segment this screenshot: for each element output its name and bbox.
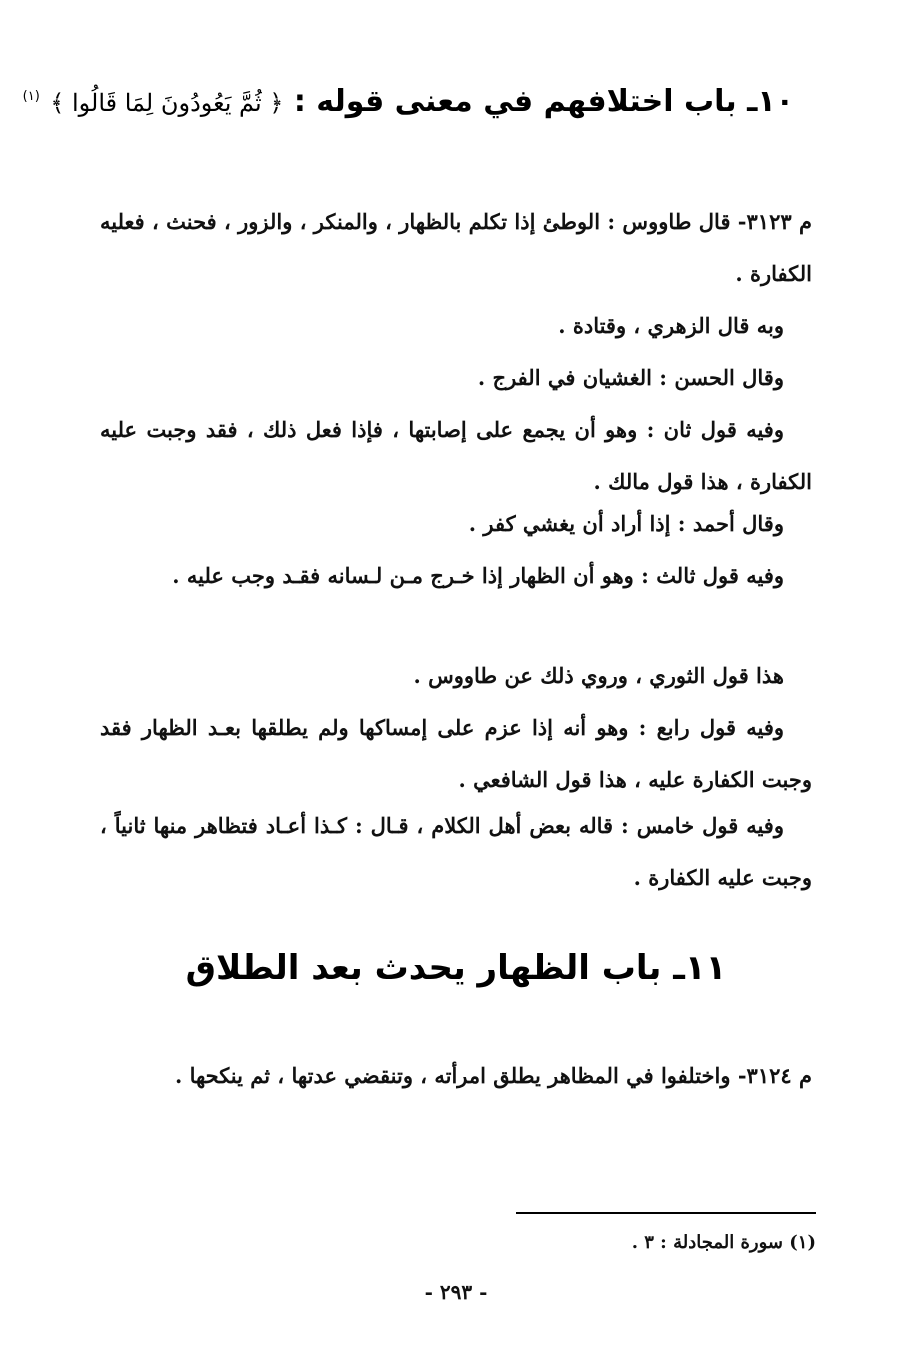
chapter-10-heading xyxy=(22,84,794,119)
paragraph-fourth-opinion: وفيه قول رابع : وهو أنه إذا عزم على إمساكها ولم يطلقها بعـد الظهار فقد وجبت الكفارة عليه ، هذا قول الشافعي . xyxy=(100,715,812,792)
paragraph-fifth-opinion: وفيه قول خامس : قاله بعض أهل الكلام ، قـال : كـذا أعـاد فتظاهر منها ثانياً ، وجبت عليه الكفارة . xyxy=(100,813,812,890)
chapter-11-heading: ١١ـ باب الظهار يحدث بعد الطلاق xyxy=(185,948,727,988)
footnote: (١) سورة المجادلة : ٣ . xyxy=(631,1232,816,1253)
chapter-10-title: ١٠ـ باب اختلافهم في معنى قوله : xyxy=(293,84,794,119)
paragraph-hasan: وقال الحسن : الغشيان في الفرج . xyxy=(477,365,784,390)
footnote-divider xyxy=(516,1212,816,1214)
page-number: - ٢٩٣ - xyxy=(424,1280,488,1304)
paragraph-second-opinion: وفيه قول ثان : وهو أن يجمع على إصابتها ، فإذا فعل ذلك ، فقد وجبت عليه الكفارة ، هذا قول مالك . xyxy=(100,417,812,494)
paragraph-thawri: هذا قول الثوري ، وروي ذلك عن طاووس . xyxy=(413,663,784,688)
paragraph-3124: م ٣١٢٤- واختلفوا في المظاهر يطلق امرأته ، وتنقضي عدتها ، ثم ينكحها . xyxy=(174,1063,812,1088)
paragraph-zuhri: وبه قال الزهري ، وقتادة . xyxy=(558,313,784,338)
footnote-reference[interactable]: (١) xyxy=(22,89,40,104)
paragraph-3123: م ٣١٢٣- قال طاووس : الوطئ إذا تكلم بالظهار ، والمنكر ، والزور ، فحنث ، فعليه الكفارة . xyxy=(100,209,812,286)
paragraph-third-opinion: وفيه قول ثالث : وهو أن الظهار إذا خـرج مـن لـسانه فقـد وجب عليه . xyxy=(172,563,784,588)
chapter-10-verse: ﴿ ثُمَّ يَعُودُونَ لِمَا قَالُوا ﴾ xyxy=(50,89,284,117)
paragraph-ahmad: وقال أحمد : إذا أراد أن يغشي كفر . xyxy=(468,511,784,536)
